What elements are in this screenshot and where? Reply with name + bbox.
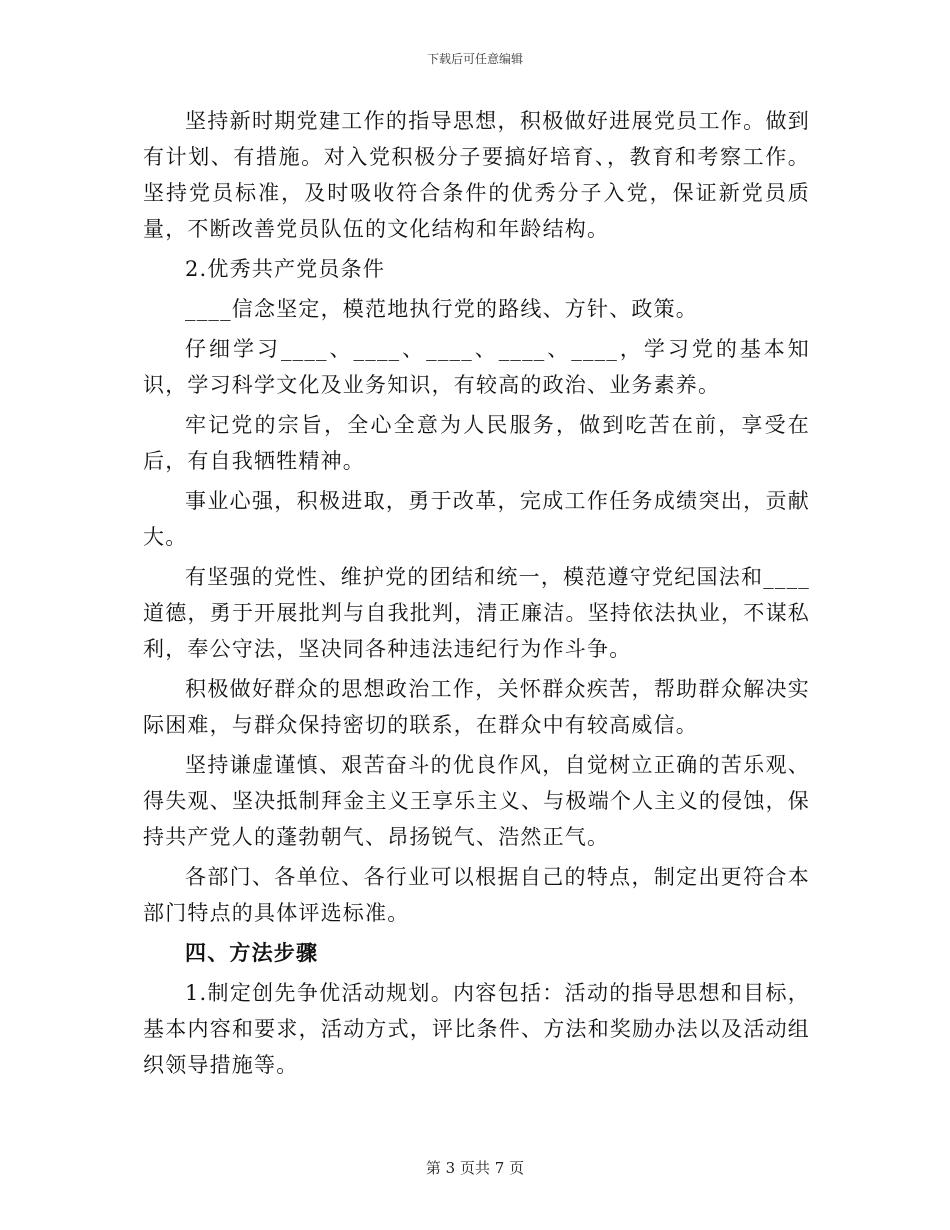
paragraph-party-building: 坚持新时期党建工作的指导思想，积极做好进展党员工作。做到有计划、有措施。对入党积极分子要搞好培育、，教育和考察工作。坚持党员标准，及时吸收符合条件的优秀分子入党，保证新党员质量，不断改善党员队伍的文化结构和年龄结构。 <box>143 109 810 241</box>
paragraph-plan: 1.制定创先争优活动规划。内容包括：活动的指导思想和目标，基本内容和要求，活动方式，评比条件、方法和奖励办法以及活动组织领导措施等。 <box>143 981 810 1077</box>
paragraph-study: 仔细学习____、____、____、____、____，学习党的基本知识，学习科学文化及业务知识，有较高的政治、业务素养。 <box>143 337 810 397</box>
paragraph-standards: 各部门、各单位、各行业可以根据自己的特点，制定出更符合本部门特点的具体评选标准。 <box>143 865 810 925</box>
section-heading-methods: 四、方法步骤 <box>185 940 319 965</box>
paragraph-section-2-title: 2.优秀共产党员条件 <box>185 257 386 281</box>
paragraph-belief: ____信念坚定，模范地执行党的路线、方针、政策。 <box>185 297 698 321</box>
paragraph-party-spirit: 有坚强的党性、维护党的团结和统一，模范遵守党纪国法和____道德，勇于开展批判与自我批判，清正廉洁。坚持依法执业，不谋私利，奉公守法，坚决同各种违法违纪行为作斗争。 <box>143 565 810 661</box>
paragraph-purpose: 牢记党的宗旨，全心全意为人民服务，做到吃苦在前，享受在后，有自我牺牲精神。 <box>143 413 810 473</box>
page-footer: 第 3 页共 7 页 <box>425 1159 525 1177</box>
paragraph-dedication: 事业心强，积极进取，勇于改革，完成工作任务成绩突出，贡献大。 <box>143 489 810 549</box>
document-body <box>143 103 810 1087</box>
paragraph-style: 坚持谦虚谨慎、艰苦奋斗的优良作风，自觉树立正确的苦乐观、得失观、坚决抵制拜金主义王享乐主义、与极端个人主义的侵蚀，保持共产党人的蓬勃朝气、昂扬锐气、浩然正气。 <box>143 753 810 849</box>
paragraph-mass-work: 积极做好群众的思想政治工作，关怀群众疾苦，帮助群众解决实际困难，与群众保持密切的联系，在群众中有较高威信。 <box>143 677 810 737</box>
page-header: 下载后可任意编辑 <box>426 52 523 66</box>
